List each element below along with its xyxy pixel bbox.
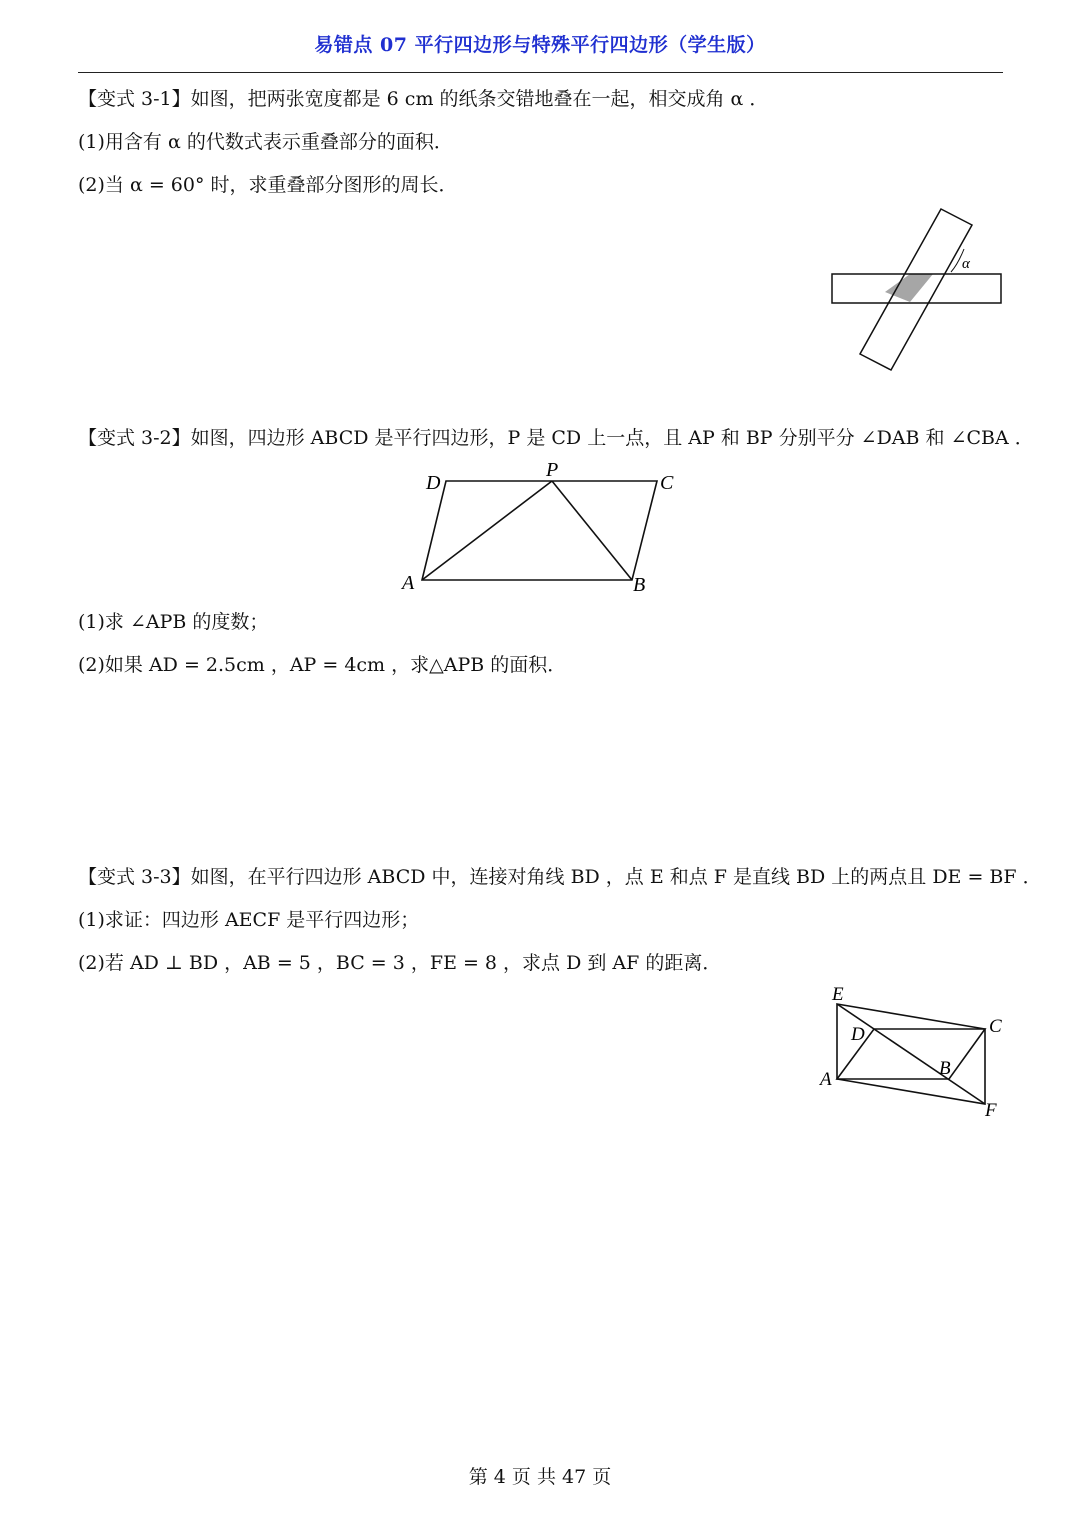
label-d: D (426, 472, 441, 494)
segment-bp (552, 481, 632, 580)
figure-parallelogram-aecf (815, 983, 1010, 1123)
label-p: P (546, 459, 559, 481)
label-b: B (939, 1058, 951, 1079)
page-title: 易错点 07 平行四边形与特殊平行四边形（学生版） (314, 34, 766, 56)
problem-3-2-statement: 【变式 3-2】如图，四边形 ABCD 是平行四边形，P 是 CD 上一点，且 AP 和 BP 分别平分 ∠DAB 和 ∠CBA ． (78, 427, 1034, 449)
label-c: C (660, 472, 674, 494)
line-bd-extended (837, 1004, 985, 1104)
problem-3-2-part-1: (1)求 ∠APB 的度数； (78, 611, 269, 633)
label-a: A (402, 572, 415, 594)
label-d: D (851, 1024, 865, 1045)
problem-3-3-part-1: (1)求证：四边形 AECF 是平行四边形； (78, 909, 420, 931)
problem-3-1-part-1: (1)用含有 α 的代数式表示重叠部分的面积． (78, 131, 453, 153)
figure-parallelogram-abcd-p (395, 457, 685, 597)
problem-3-1-part-2: (2)当 α = 60° 时，求重叠部分图形的周长． (78, 174, 458, 196)
header-divider (78, 72, 1003, 73)
parallelogram-abcd (422, 481, 657, 580)
alpha-label: α (962, 256, 970, 272)
label-c: C (989, 1016, 1002, 1037)
segment-ap (422, 481, 552, 580)
problem-3-2-part-2: (2)如果 AD = 2.5cm ，AP = 4cm ，求△APB 的面积． (78, 654, 567, 676)
problem-3-1-statement: 【变式 3-1】如图，把两张宽度都是 6 cm 的纸条交错地叠在一起，相交成角 α ． (78, 88, 769, 110)
label-e: E (832, 984, 844, 1005)
label-a: A (820, 1069, 832, 1090)
figure-paper-strips (826, 204, 1008, 376)
problem-3-3-part-2: (2)若 AD ⊥ BD ，AB = 5 ，BC = 3 ，FE = 8 ，求点 D 到 AF 的距离． (78, 952, 722, 974)
label-f: F (985, 1100, 997, 1121)
page-number: 第 4 页 共 47 页 (468, 1466, 612, 1488)
problem-3-3-statement: 【变式 3-3】如图，在平行四边形 ABCD 中，连接对角线 BD ，点 E 和点 F 是直线 BD 上的两点且 DE = BF ． (78, 866, 1042, 888)
label-b: B (633, 574, 646, 596)
